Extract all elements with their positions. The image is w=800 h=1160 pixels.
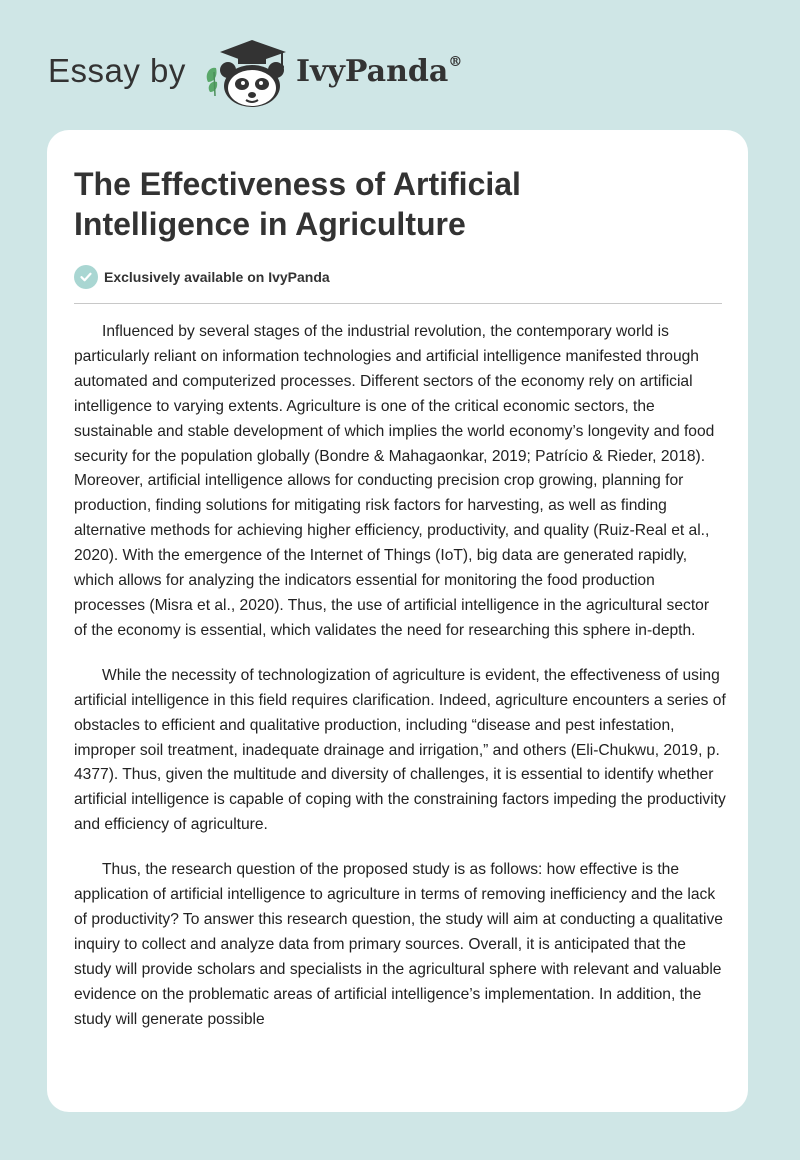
paragraph: While the necessity of technologization of agriculture is evident, the effectiveness of using artificial intelligence in this field requires clarification. Indeed, agriculture encounters a series of obstacles to efficient and qualitative production, including “disease and pest infestation, improper soil treatment, inadequate drainage and irrigation,” and others (Eli-Chukwu, 2019, p. 4377). Thus, given the multitude and diversity of challenges, it is essential to identify whether artificial intelligence is capable of coping with the constraining factors impeding the productivity and efficiency of agriculture.: [74, 666, 726, 834]
exclusive-badge: [74, 264, 330, 290]
essay-card: [47, 130, 748, 1112]
brand-name-text: IvyPanda: [296, 54, 449, 89]
essay-body: [74, 320, 726, 1052]
paragraph: Influenced by several stages of the industrial revolution, the contemporary world is particularly reliant on information technologies and artificial intelligence manifested through automated and computerized processes. Different sectors of the economy rely on artificial intelligence to varying extents. Agriculture is one of the critical economic sectors, the sustainable and stable development of which implies the world economy’s longevity and food security for the population globally (Bondre & Mahagaonkar, 2019; Patrício & Rieder, 2018). Moreover, artificial intelligence allows for conducting precision crop growing, planning for production, finding solutions for mitigating risk factors for harvesting, as well as finding alternative methods for achieving higher efficiency, productivity, and quality (Ruiz-Real et al., 2020). With the emergence of the Internet of Things (IoT), big data are generated rapidly, which allows for analyzing the indicators essential for monitoring the food production processes (Misra et al., 2020). Thus, the use of artificial intelligence in the agricultural sector of the economy is essential, which validates the need for researching this sphere in-depth.: [74, 323, 715, 639]
check-icon: [74, 265, 98, 289]
exclusive-badge-label: Exclusively available on IvyPanda: [104, 269, 330, 285]
essay-title: The Effectiveness of Artificial Intelligence in Agriculture: [74, 166, 521, 242]
panda-graduation-cap-icon[interactable]: [200, 36, 296, 108]
paragraph: Thus, the research question of the proposed study is as follows: how effective is the application of artificial intelligence to agriculture in terms of removing inefficiency and the lack of productivity? To answer this research question, the study will aim at conducting a qualitative inquiry to collect and analyze data from primary sources. Overall, it is anticipated that the study will provide scholars and specialists in the agricultural sphere with relevant and valuable evidence on the problematic areas of artificial intelligence’s implementation. In addition, the study will generate possible: [74, 861, 723, 1028]
essay-by-label: Essay by: [48, 52, 186, 89]
site-header: [0, 0, 800, 130]
registered-mark: ®: [448, 54, 463, 70]
divider: [74, 303, 722, 304]
ivypanda-logo-text[interactable]: [296, 54, 462, 89]
